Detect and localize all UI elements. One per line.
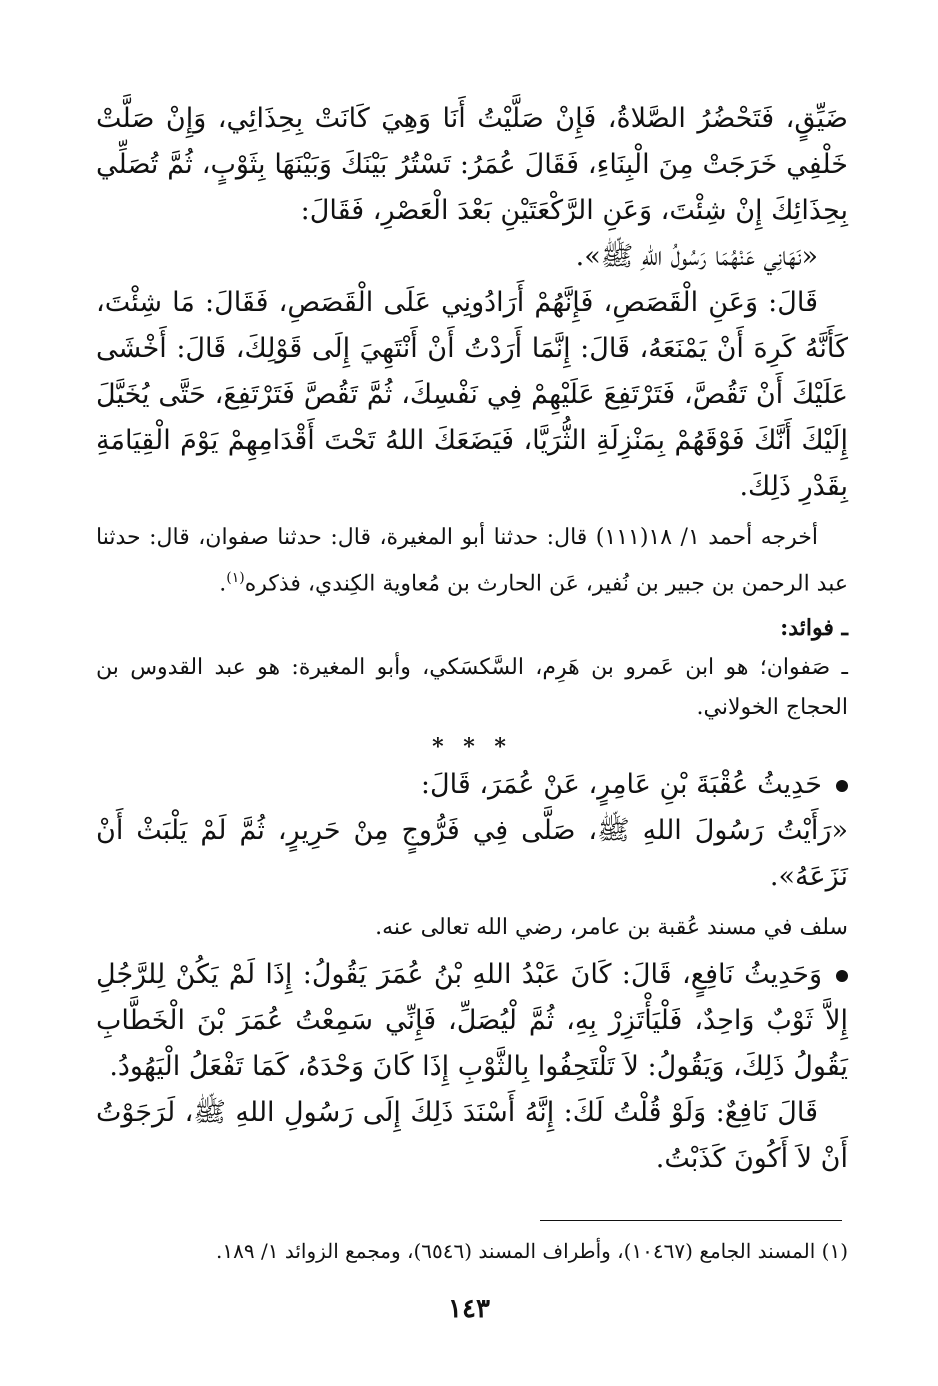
paragraph-1: ضَيِّقٍ، فَتَحْضُرُ الصَّلاةُ، فَإِنْ صَلَّيْتُ أَنَا وَهِيَ كَانَتْ بِحِذَائِي، وَإِنْ صَلَّتْ خَلْفِي خَرَجَتْ مِنَ الْبِنَاءِ، فَقَالَ عُمَرُ: تَسْتُرُ بَيْنَكَ وَبَيْنَهَا بِثَوْبٍ، ثُمَّ تُصَلِّي بِحِذَائِكَ إِنْ شِئْتَ، وَعَنِ الرَّكْعَتَيْنِ بَعْدَ الْعَصْرِ، فَقَالَ: <box>96 103 848 226</box>
hadith-quote-1: «نَهَانِي عَنْهُمَا رَسُولُ اللهِ ﷺ». <box>575 241 818 272</box>
hadith-3 <box>96 952 848 1090</box>
page-body <box>96 96 848 1182</box>
page-number: ١٤٣ <box>448 1294 490 1324</box>
hadith-2-quote: «رَأَيْتُ رَسُولَ اللهِ ﷺ، صَلَّى فِي فَرُّوجٍ مِنْ حَرِيرٍ، ثُمَّ لَمْ يَلْبَثْ أَنْ نَزَعَهُ». <box>96 815 848 893</box>
hadith-3-continuation: قَالَ نَافِعٌ: وَلَوْ قُلْتُ لَكَ: إِنَّهُ أَسْنَدَ ذَلِكَ إِلَى رَسُولِ اللهِ ﷺ، لَرَجَوْتُ أَنْ لاَ أَكُونَ كَذَبْتُ. <box>96 1097 848 1175</box>
hadith-2-intro <box>96 762 848 808</box>
hadith-2-note: سلف في مسند عُقبة بن عامر، رضي الله تعالى عنه. <box>375 915 848 941</box>
bullet-icon <box>836 780 848 792</box>
footnote: (١) المسند الجامع (١٠٤٦٧)، وأطراف المسند (٦٥٤٦)، ومجمع الزوائد ١/ ١٨٩. <box>216 1239 848 1263</box>
bullet-icon <box>836 970 848 982</box>
footnote-ref: (١) <box>226 570 245 586</box>
fawaid-item: ـ صَفوان؛ هو ابن عَمرو بن هَرِم، السَّكسَكي، وأبو المغيرة: هو عبد القدوس بن الحجاج الخولاني. <box>96 655 848 721</box>
hadith-2-intro-text: حَدِيثُ عُقْبَةَ بْنِ عَامِرٍ، عَنْ عُمَرَ، قَالَ: <box>420 769 822 801</box>
paragraph-2: قَالَ: وَعَنِ الْقَصَصِ، فَإِنَّهُمْ أَرَادُونِي عَلَى الْقَصَصِ، فَقَالَ: مَا شِئْتَ، كَأَنَّهُ كَرِهَ أَنْ يَمْنَعَهُ، قَالَ: إِنَّمَا أَرَدْتُ أَنْ أَنْتَهِيَ إِلَى قَوْلِكَ، قَالَ: أَخْشَى عَلَيْكَ أَنْ تَقُصَّ، فَتَرْتَفِعَ عَلَيْهِمْ فِي نَفْسِكَ، ثُمَّ تَقُصَّ فَتَرْتَفِعَ، حَتَّى يُخَيَّلَ إِلَيْكَ أَنَّكَ فَوْقَهُمْ بِمَنْزِلَةِ الثُّرَيَّا، فَيَضَعَكَ اللهُ تَحْتَ أَقْدَامِهِمْ يَوْمَ الْقِيَامَةِ بِقَدْرِ ذَلِكَ. <box>96 287 848 502</box>
hadith-3-text: وَحَدِيثُ نَافِعٍ، قَالَ: كَانَ عَبْدُ اللهِ بْنُ عُمَرَ يَقُولُ: إِذَا لَمْ يَكُنْ لِلرَّجُلِ إِلاَّ ثَوْبٌ وَاحِدٌ، فَلْيَأْتَزِرْ بِهِ، ثُمَّ لْيُصَلِّ، فَإِنِّي سَمِعْتُ عُمَرَ بْنَ الْخَطَّابِ يَقُولُ ذَلِكَ، وَيَقُولُ: لاَ تَلْتَحِفُوا بِالثَّوْبِ إِذَا كَانَ وَحْدَهُ، كَمَا تَفْعَلُ الْيَهُودُ. <box>96 959 848 1083</box>
takhrij-paragraph: أخرجه أحمد ١/ ١٨(١١١) قال: حدثنا أبو المغيرة، قال: حدثنا صفوان، قال: حدثنا عبد الرحمن بن جبير بن نُفير، عَن الحارث بن مُعاوية الكِندي، فذكره$^{(١)}$. <box>96 525 848 597</box>
footnote-divider <box>540 1220 842 1221</box>
section-separator: * * * <box>432 734 512 761</box>
fawaid-heading: ـ فوائد: <box>780 615 848 642</box>
takhrij-text: أخرجه أحمد ١/ ١٨(١١١) قال: حدثنا أبو المغيرة، قال: حدثنا صفوان، قال: حدثنا عبد الرحمن بن جبير بن نُفير، عَن الحارث بن مُعاوية الكِندي، فذكره <box>96 525 848 597</box>
